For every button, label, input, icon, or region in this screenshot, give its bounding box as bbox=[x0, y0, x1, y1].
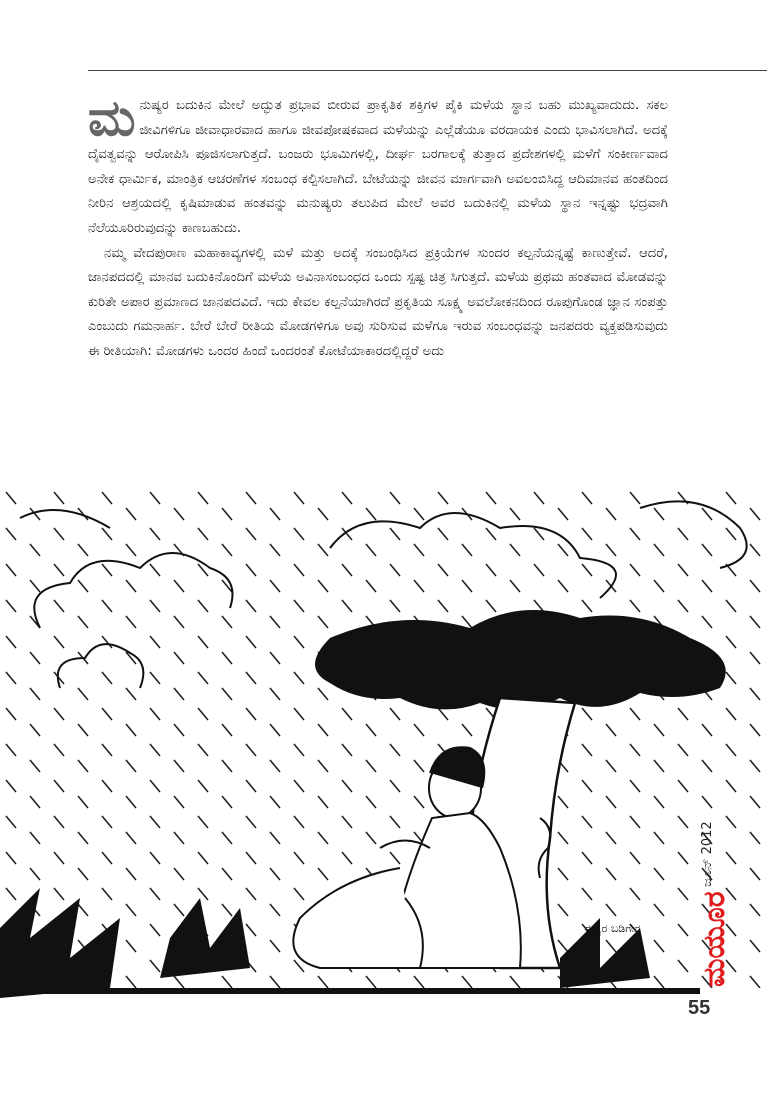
article-body bbox=[88, 89, 668, 365]
drop-cap: ಮ bbox=[88, 89, 136, 147]
paragraph-1 bbox=[88, 89, 668, 242]
magazine-title: ಮಯೂರ bbox=[697, 891, 732, 987]
page-number: 55 bbox=[688, 997, 711, 1019]
paragraph-1-text: ನುಷ್ಯರ ಬದುಕಿನ ಮೇಲೆ ಅದ್ಭುತ ಪ್ರಭಾವ ಬೀರುವ ಪ್ರಾಕೃತಿಕ ಶಕ್ತಿಗಳ ಪೈಕಿ ಮಳೆಯ ಸ್ಥಾನ ಬಹು ಮುಖ್ಯವಾದುದು. ಸಕಲ ಜೀವಿಗಳಿಗೂ ಜೀವಾಧಾರವಾದ ಹಾಗೂ ಜೀವಪೋಷಕವಾದ ಮಳೆಯನ್ನು ಎಲ್ಲೆಡೆಯೂ ವರದಾಯಕ ಎಂದು ಭಾವಿಸಲಾಗಿದೆ. ಅದಕ್ಕೆ ದೈವತ್ವವನ್ನು ಆರೋಪಿಸಿ ಪೂಜಿಸಲಾಗುತ್ತದೆ. ಬಂಜರು ಭೂಮಿಗಳಲ್ಲಿ, ದೀರ್ಘ ಬರಗಾಲಕ್ಕೆ ತುತ್ತಾದ ಪ್ರದೇಶಗಳಲ್ಲಿ ಮಳೆಗೆ ಸಂಕೀರ್ಣವಾದ ಅನೇಕ ಧಾರ್ಮಿಕ, ಮಾಂತ್ರಿಕ ಆಚರಣೆಗಳ ಸಂಬಂಧ ಕಲ್ಪಿಸಲಾಗಿದೆ. ಬೇಟೆಯನ್ನು ಜೀವನ ಮಾರ್ಗವಾಗಿ ಅವಲಂಬಿಸಿದ್ದ ಆದಿಮಾನವ ಹಂತದಿಂದ ನೀರಿನ ಆಶ್ರಯದಲ್ಲಿ ಕೃಷಿಮಾಡುವ ಹಂತವನ್ನು ಮನುಷ್ಯರು ತಲುಪಿದ ಮೇಲೆ ಅವರ ಬದುಕಿನಲ್ಲಿ ಮಳೆಯ ಸ್ಥಾನ ಇನ್ನಷ್ಟು ಭದ್ರವಾಗಿ ನೆಲೆಯೂರಿರುವುದನ್ನು ಕಾಣಬಹುದು. bbox=[88, 98, 668, 236]
issue-date: ಜೂನ್ 2012 bbox=[700, 821, 715, 887]
rain-tree-woman-illustration bbox=[0, 488, 767, 1048]
paragraph-2: ನಮ್ಮ ವೇದಪುರಾಣ ಮಹಾಕಾವ್ಯಗಳಲ್ಲಿ ಮಳೆ ಮತ್ತು ಅದಕ್ಕೆ ಸಂಬಂಧಿಸಿದ ಪ್ರಕ್ರಿಯೆಗಳ ಸುಂದರ ಕಲ್ಪನೆಯನ್ನಷ್ಟೆ ಕಾಣುತ್ತೇವೆ. ಆದರೆ, ಜಾನಪದದಲ್ಲಿ ಮಾನವ ಬದುಕಿನೊಂದಿಗೆ ಮಳೆಯ ಅವಿನಾಸಂಬಂಧದ ಒಂದು ಸ್ಪಷ್ಟ ಚಿತ್ರ ಸಿಗುತ್ತದೆ. ಮಳೆಯ ಪ್ರಥಮ ಹಂತವಾದ ಮೋಡವನ್ನು ಕುರಿತೇ ಅಪಾರ ಪ್ರಮಾಣದ ಜಾನಪದವಿದೆ. ಇದು ಕೇವಲ ಕಲ್ಪನೆಯಾಗಿರದೆ ಪ್ರಕೃತಿಯ ಸೂಕ್ಷ್ಮ ಅವಲೋಕನದಿಂದ ರೂಪುಗೊಂಡ ಜ್ಞಾನ ಸಂಪತ್ತು ಎಂಬುದು ಗಮನಾರ್ಹ. ಬೇರೆ ಬೇರೆ ರೀತಿಯ ಮೋಡಗಳಿಗೂ ಅವು ಸುರಿಸುವ ಮಳೆಗೂ ಇರುವ ಸಂಬಂಧವನ್ನು ಜನಪದರು ವ್ಯಕ್ತಪಡಿಸುವುದು ಈ ರೀತಿಯಾಗಿ: ಮೋಡಗಳು ಒಂದರ ಹಿಂದೆ ಒಂದರಂತೆ ಕೋಟೆಯಾಕಾರದಲ್ಲಿದ್ದರೆ ಅದು bbox=[88, 245, 668, 359]
artist-credit: ಈಶ್ವರ ಬಡಿಗೇರ bbox=[584, 922, 641, 935]
top-rule bbox=[88, 70, 767, 71]
